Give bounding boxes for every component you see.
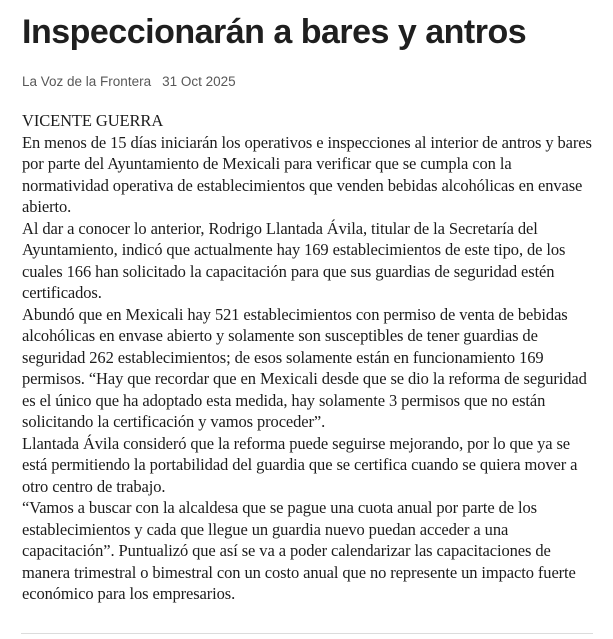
article-paragraph: Al dar a conocer lo anterior, Rodrigo Llantada Ávila, titular de la Secretaría del Ayuntamiento, indicó que actualmente hay 169 establecimientos de este tipo, de los cuales 166 han solicitado la capacitación para que sus guardias de seguridad estén certificados.: [22, 218, 566, 302]
article-author: VICENTE GUERRA: [22, 111, 164, 130]
article-source: La Voz de la Frontera: [22, 74, 152, 89]
article-paragraph: Abundó que en Mexicali hay 521 establecimientos con permiso de venta de bebidas alcohólicas en envase abierto y solamente son susceptibles de tener guardias de seguridad 262 establecimientos; de esos solamente están en funcionamiento 169 permisos. “Hay que recordar que en Mexicali desde que se dio la reforma de seguridad es el único que ha adoptado esta medida, hay solamente 3 permisos que no están solicitando la certificación y vamos proceder”.: [22, 304, 587, 431]
article-body: [22, 110, 593, 605]
article-content: [0, 12, 613, 605]
article-byline: [22, 74, 593, 89]
article-paragraph: “Vamos a buscar con la alcaldesa que se pague una cuota anual por parte de los establecimientos y cada que llegue un guardia nuevo puedan acceder a una capacitación”. Puntualizó que así se va a poder calendarizar las capacitaciones de manera trimestral o bimestral con un costo anual que no represente un impacto fuerte económico para los empresarios.: [22, 498, 576, 603]
bottom-divider: [21, 633, 593, 634]
article-paragraph: Llantada Ávila consideró que la reforma puede seguirse mejorando, por lo que ya se está permitiendo la portabilidad del guardia que se certifica cuando se quiera mover a otro centro de trabajo.: [22, 433, 578, 496]
article-paragraph: En menos de 15 días iniciarán los operativos e inspecciones al interior de antros y bares por parte del Ayuntamiento de Mexicali para verificar que se cumpla con la normatividad operativa de establecimientos que venden bebidas alcohólicas en envase abierto.: [22, 132, 592, 216]
article-date: 31 Oct 2025: [162, 74, 236, 89]
article-headline: Inspeccionarán a bares y antros: [22, 13, 527, 51]
